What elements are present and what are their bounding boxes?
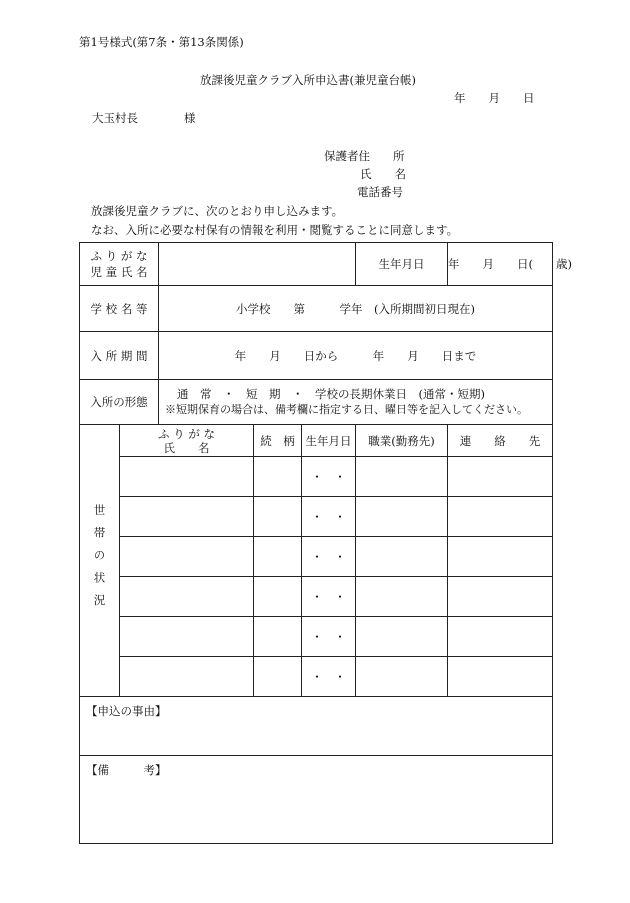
household-job-cell[interactable]: [356, 497, 448, 537]
household-birth-header: 生年月日: [302, 425, 356, 457]
household-contact-cell[interactable]: [448, 657, 553, 697]
child-name-label-cell: [80, 243, 159, 286]
reason-label: 【申込の事由】: [86, 704, 167, 718]
honorific: 様: [184, 111, 196, 125]
child-birth-label: 生年月日: [356, 243, 448, 286]
reason-row: [80, 697, 553, 756]
period-field[interactable]: [159, 332, 553, 380]
household-job-cell[interactable]: [356, 457, 448, 497]
school-value: 小学校 第 学年 (入所期間初日現在): [236, 301, 475, 316]
household-name-header-label: 氏 名: [163, 440, 210, 455]
household-row: [80, 617, 553, 657]
household-job-header: 職業(勤務先): [356, 425, 448, 457]
household-birth-dots: ・ ・: [311, 629, 346, 644]
household-name-header: [120, 425, 254, 457]
form-type-row: [80, 380, 553, 425]
school-field[interactable]: [159, 286, 553, 332]
school-row: [80, 286, 553, 332]
household-job-cell[interactable]: [356, 537, 448, 577]
household-birth-dots: ・ ・: [311, 469, 346, 484]
household-contact-cell[interactable]: [448, 457, 553, 497]
household-relation-cell[interactable]: [254, 617, 302, 657]
household-birth-dots: ・ ・: [311, 509, 346, 524]
form-type-options: 通 常 ・ 短 期 ・ 学校の長期休業日 (通常・短期): [177, 387, 485, 401]
household-row: [80, 577, 553, 617]
household-relation-cell[interactable]: [254, 497, 302, 537]
household-section-label-cell: [80, 425, 120, 697]
household-name-cell[interactable]: [120, 497, 254, 537]
household-birth-cell[interactable]: [302, 537, 356, 577]
household-birth-cell[interactable]: [302, 497, 356, 537]
household-row: [80, 457, 553, 497]
household-relation-header: 続 柄: [254, 425, 302, 457]
household-birth-dots: ・ ・: [311, 589, 346, 604]
period-value: 年 月 日から 年 月 日まで: [234, 348, 477, 363]
household-birth-cell[interactable]: [302, 457, 356, 497]
period-label: 入 所 期 間: [80, 332, 159, 380]
household-birth-dots: ・ ・: [311, 669, 346, 684]
child-name-field[interactable]: [159, 243, 356, 286]
form-type-field[interactable]: [159, 380, 553, 425]
household-contact-cell[interactable]: [448, 537, 553, 577]
household-job-cell[interactable]: [356, 577, 448, 617]
guardian-name-label: 氏 名: [360, 167, 406, 181]
household-relation-cell[interactable]: [254, 577, 302, 617]
date-line[interactable]: 年 月 日: [454, 91, 535, 105]
period-row: [80, 332, 553, 380]
household-row: [80, 657, 553, 697]
household-name-cell[interactable]: [120, 657, 254, 697]
form-title: 放課後児童クラブ入所申込書(兼児童台帳): [200, 73, 416, 87]
household-birth-dots: ・ ・: [311, 549, 346, 564]
household-birth-cell[interactable]: [302, 577, 356, 617]
form-type-label: 入所の形態: [80, 380, 159, 425]
guardian-phone-label: 電話番号: [357, 185, 403, 199]
household-relation-cell[interactable]: [254, 457, 302, 497]
household-birth-cell[interactable]: [302, 617, 356, 657]
household-name-cell[interactable]: [120, 457, 254, 497]
guardian-address-label: 保護者住 所: [324, 149, 405, 163]
school-label: 学 校 名 等: [80, 286, 159, 332]
child-birth-value: 年 月 日( 歳): [448, 257, 572, 271]
form-number: 第1号様式(第7条・第13条関係): [79, 35, 244, 49]
household-birth-cell[interactable]: [302, 657, 356, 697]
remarks-label: 【備 考】: [86, 763, 167, 777]
household-row: [80, 537, 553, 577]
household-contact-cell[interactable]: [448, 577, 553, 617]
application-table: [79, 242, 572, 844]
household-name-cell[interactable]: [120, 617, 254, 657]
household-contact-cell[interactable]: [448, 617, 553, 657]
remarks-row: [80, 756, 553, 844]
household-furigana-header: ふ り が な: [158, 426, 215, 441]
form-type-note: ※短期保育の場合は、備考欄に指定する日、曜日等を記入してください。: [165, 403, 528, 416]
child-birth-field[interactable]: [448, 243, 572, 286]
child-row: [80, 243, 553, 286]
child-furigana-label: ふ り が な: [90, 249, 148, 263]
reason-field[interactable]: [80, 697, 553, 756]
household-job-cell[interactable]: [356, 617, 448, 657]
household-name-cell[interactable]: [120, 537, 254, 577]
household-contact-cell[interactable]: [448, 497, 553, 537]
household-contact-header: 連 絡 先: [448, 425, 553, 457]
household-section-label: 世帯の状況: [92, 504, 107, 617]
intro-text-2: なお、入所に必要な村保有の情報を利用・閲覧することに同意します。: [91, 223, 459, 237]
household-relation-cell[interactable]: [254, 537, 302, 577]
addressee: 大玉村長: [92, 111, 138, 125]
household-header-row: [80, 425, 553, 457]
household-name-cell[interactable]: [120, 577, 254, 617]
household-job-cell[interactable]: [356, 657, 448, 697]
household-relation-cell[interactable]: [254, 657, 302, 697]
intro-text-1: 放課後児童クラブに、次のとおり申し込みます。: [91, 204, 344, 218]
child-name-label: 児 童 氏 名: [90, 265, 148, 279]
household-row: [80, 497, 553, 537]
remarks-field[interactable]: [80, 756, 553, 844]
